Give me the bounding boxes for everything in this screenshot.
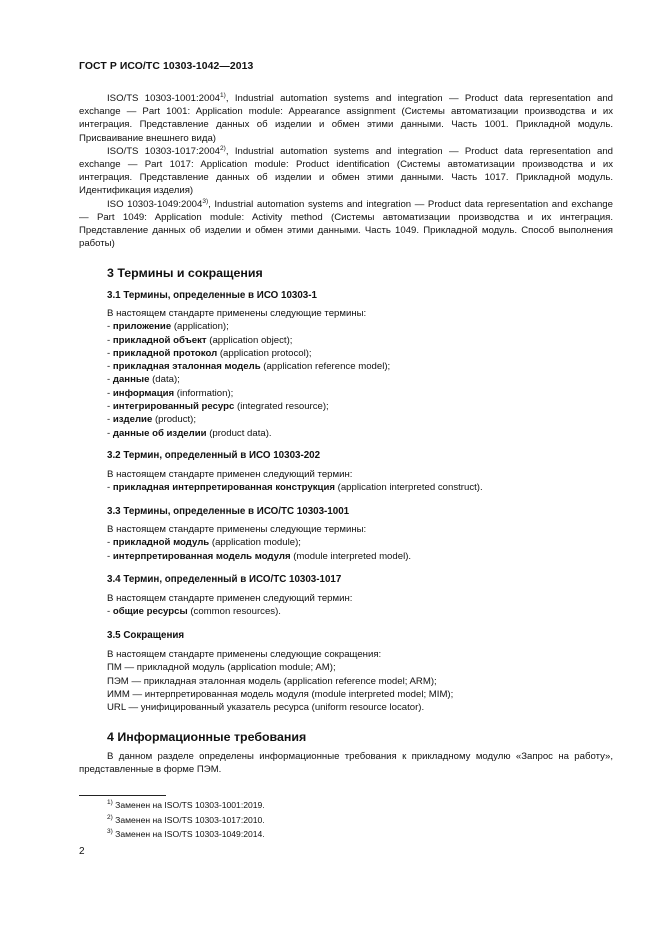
footnote-divider (79, 795, 166, 796)
subsection-3-1-body (107, 307, 613, 440)
reference-id: ISO/TS 10303-1001:2004 (107, 93, 221, 104)
footnotes (107, 798, 265, 842)
section-4-text: В данном разделе определены информационные требования к прикладному модулю «Запрос на работу», представленные в форме ПЭМ. (79, 751, 613, 776)
subsection-3-5-title: 3.5 Сокращения (107, 630, 185, 641)
intro-text: В настоящем стандарте применены следующие термины: (107, 524, 367, 535)
reference-1017 (79, 145, 613, 198)
term-item: - прикладной протокол (application protocol); (107, 347, 312, 359)
abbreviation-item: ПЭМ — прикладная эталонная модель (application reference model; ARM); (107, 675, 437, 687)
footnote-item: $^{1)}$ Заменен на ISO/TS 10303-1001:2019. (107, 799, 265, 810)
subsection-3-2-body (107, 468, 613, 495)
subsection-3-3-title: 3.3 Термины, определенные в ИСО/ТС 10303-1001 (107, 506, 350, 517)
subsection-3-4-title: 3.4 Термин, определенный в ИСО/ТС 10303-1017 (107, 574, 342, 585)
footnote-item: $^{3)}$ Заменен на ISO/TS 10303-1049:2014. (107, 828, 265, 840)
subsection-3-5-body (107, 648, 613, 714)
section-4-title: 4 Информационные требования (107, 730, 307, 744)
subsection-3-4-body (107, 592, 613, 619)
term-item: - информация (information); (107, 387, 234, 399)
term-item: - приложение (application); (107, 321, 229, 333)
term-item: - прикладная интерпретированная конструкция (application interpreted construct). (107, 482, 483, 494)
abbreviation-item: URL — унифицированный указатель ресурса (uniform resource locator). (107, 702, 425, 714)
subsection-3-3-body (107, 523, 613, 563)
term-item: - интерпретированная модель модуля (module interpreted model). (107, 550, 412, 562)
intro-text: В настоящем стандарте применен следующий термин: (107, 469, 353, 480)
subsection-3-1-title: 3.1 Термины, определенные в ИСО 10303-1 (107, 290, 317, 301)
reference-1049 (79, 198, 613, 251)
reference-id: ISO/TS 10303-1017:2004 (107, 145, 221, 157)
abbreviation-item: ПМ — прикладной модуль (application module; AM); (107, 662, 336, 674)
reference-text: , Industrial automation systems and integration — Product data representation and exchange — Part 1017: Application module: Product identification (Системы автоматизации производства и их интеграция. Представление данных об изделии и обмен этими данными. Часть 1017. Прикладной модуль. Идентификация изделия) (79, 145, 614, 197)
footnote-mark[interactable]: 1) (220, 91, 226, 99)
reference-id: ISO 10303-1049:2004 (107, 198, 203, 210)
term-item: - интегрированный ресурс (integrated resource); (107, 401, 329, 413)
term-item: - данные об изделии (product data). (107, 427, 272, 439)
subsection-3-2-title: 3.2 Термин, определенный в ИСО 10303-202 (107, 450, 321, 461)
term-item: - данные (data); (107, 374, 180, 386)
term-item: - прикладной модуль (application module); (107, 537, 301, 549)
term-item: - прикладной объект (application object); (107, 334, 293, 346)
term-item: - общие ресурсы (common resources). (107, 606, 281, 618)
abbreviation-item: ИММ — интерпретированная модель модуля (module interpreted model; MIM); (107, 688, 454, 700)
page-header: ГОСТ Р ИСО/ТС 10303-1042—2013 (79, 61, 254, 72)
term-item: - прикладная эталонная модель (application reference model); (107, 361, 391, 373)
intro-text: В настоящем стандарте применены следующие термины: (107, 308, 367, 319)
footnote-mark[interactable]: 2) (220, 144, 226, 152)
intro-text: В настоящем стандарте применены следующие сокращения: (107, 649, 382, 660)
section-3-title: 3 Термины и сокращения (107, 266, 263, 280)
page-number: 2 (79, 846, 85, 857)
reference-1001 (79, 92, 613, 145)
footnote-item: $^{2)}$ Заменен на ISO/TS 10303-1017:2010. (107, 813, 265, 825)
reference-text: , Industrial automation systems and integration — Product data representation and exchange — Part 1049: Application module: Activity method (Системы автоматизации производства и их интеграция. Представление данных об изделии и обмен этими данными. Часть 1049. Прикладной модуль. Способ выполнения работы) (79, 198, 613, 250)
reference-text: , Industrial automation systems and integration — Product data representation and exchange — Part 1001: Application module: Appearance assignment (Системы автоматизации производства и их интеграция. Представление данных об изделии и обмен этими данными. Часть 1001. Прикладной модуль. Присваивание внешнего вида) (79, 93, 614, 144)
term-item: - изделие (product); (107, 414, 197, 426)
intro-text: В настоящем стандарте применен следующий термин: (107, 593, 353, 604)
normative-references (79, 92, 613, 250)
footnote-mark[interactable]: 3) (202, 197, 209, 205)
